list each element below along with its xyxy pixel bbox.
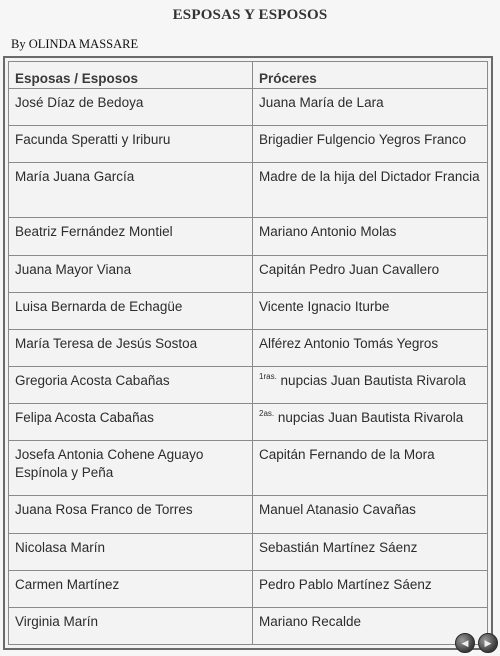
table-row bbox=[9, 255, 488, 292]
spouse-cell: Beatriz Fernández Montiel bbox=[9, 218, 253, 255]
procer-cell bbox=[253, 366, 488, 403]
table-header-row bbox=[9, 62, 488, 89]
table-row bbox=[9, 607, 488, 644]
procer-cell: Vicente Ignacio Iturbe bbox=[253, 292, 488, 329]
nav-controls bbox=[455, 633, 498, 653]
table-row bbox=[9, 496, 488, 533]
zoom-in-icon[interactable]: ▶ bbox=[478, 633, 498, 653]
table-row bbox=[9, 441, 488, 496]
table-row bbox=[9, 366, 488, 403]
ordinal-superscript: 1ras. bbox=[259, 371, 277, 381]
table-row bbox=[9, 533, 488, 570]
spouse-cell: Facunda Speratti y Iriburu bbox=[9, 126, 253, 163]
cell-text: nupcias Juan Bautista Rivarola bbox=[276, 372, 466, 388]
spouse-cell: Juana Rosa Franco de Torres bbox=[9, 496, 253, 533]
procer-cell: Mariano Recalde bbox=[253, 607, 488, 644]
spouse-cell: María Juana García bbox=[9, 163, 253, 218]
table-row bbox=[9, 329, 488, 366]
procer-cell: Mariano Antonio Molas bbox=[253, 218, 488, 255]
spouse-cell: Felipa Acosta Cabañas bbox=[9, 404, 253, 441]
procer-cell bbox=[253, 404, 488, 441]
procer-cell: Madre de la hija del Dictador Francia bbox=[253, 163, 488, 218]
spouse-cell: Carmen Martínez bbox=[9, 570, 253, 607]
table-row bbox=[9, 126, 488, 163]
byline: By OLINDA MASSARE bbox=[11, 37, 139, 51]
column-header-spouses: Esposas / Esposos bbox=[9, 62, 253, 89]
table-body bbox=[9, 89, 488, 645]
spouse-cell: Josefa Antonia Cohene Aguayo Espínola y Peña bbox=[9, 441, 253, 496]
procer-cell: Sebastián Martínez Sáenz bbox=[253, 533, 488, 570]
spouse-cell: María Teresa de Jesús Sostoa bbox=[9, 329, 253, 366]
table-row bbox=[9, 570, 488, 607]
page-title: ESPOSAS Y ESPOSOS bbox=[172, 7, 328, 23]
table-row bbox=[9, 89, 488, 126]
spouse-cell: Nicolasa Marín bbox=[9, 533, 253, 570]
procer-cell: Pedro Pablo Martínez Sáenz bbox=[253, 570, 488, 607]
table-frame bbox=[3, 56, 493, 650]
table-row bbox=[9, 163, 488, 218]
table-row bbox=[9, 404, 488, 441]
spouse-cell: Gregoria Acosta Cabañas bbox=[9, 366, 253, 403]
procer-cell: Alférez Antonio Tomás Yegros bbox=[253, 329, 488, 366]
spouse-cell: Luisa Bernarda de Echagüe bbox=[9, 292, 253, 329]
column-header-proceres: Próceres bbox=[253, 62, 488, 89]
spouse-cell: Virginia Marín bbox=[9, 607, 253, 644]
spouse-cell: Juana Mayor Viana bbox=[9, 255, 253, 292]
spouse-cell: José Díaz de Bedoya bbox=[9, 89, 253, 126]
cell-text: nupcias Juan Bautista Rivarola bbox=[274, 410, 464, 426]
procer-cell: Brigadier Fulgencio Yegros Franco bbox=[253, 126, 488, 163]
procer-cell: Manuel Atanasio Cavañas bbox=[253, 496, 488, 533]
table-row bbox=[9, 292, 488, 329]
procer-cell: Capitán Fernando de la Mora bbox=[253, 441, 488, 496]
table-row bbox=[9, 218, 488, 255]
procer-cell: Juana María de Lara bbox=[253, 89, 488, 126]
ordinal-superscript: 2as. bbox=[259, 409, 275, 419]
procer-cell: Capitán Pedro Juan Cavallero bbox=[253, 255, 488, 292]
spouses-table bbox=[8, 61, 488, 645]
zoom-out-icon[interactable]: ◀ bbox=[455, 633, 475, 653]
